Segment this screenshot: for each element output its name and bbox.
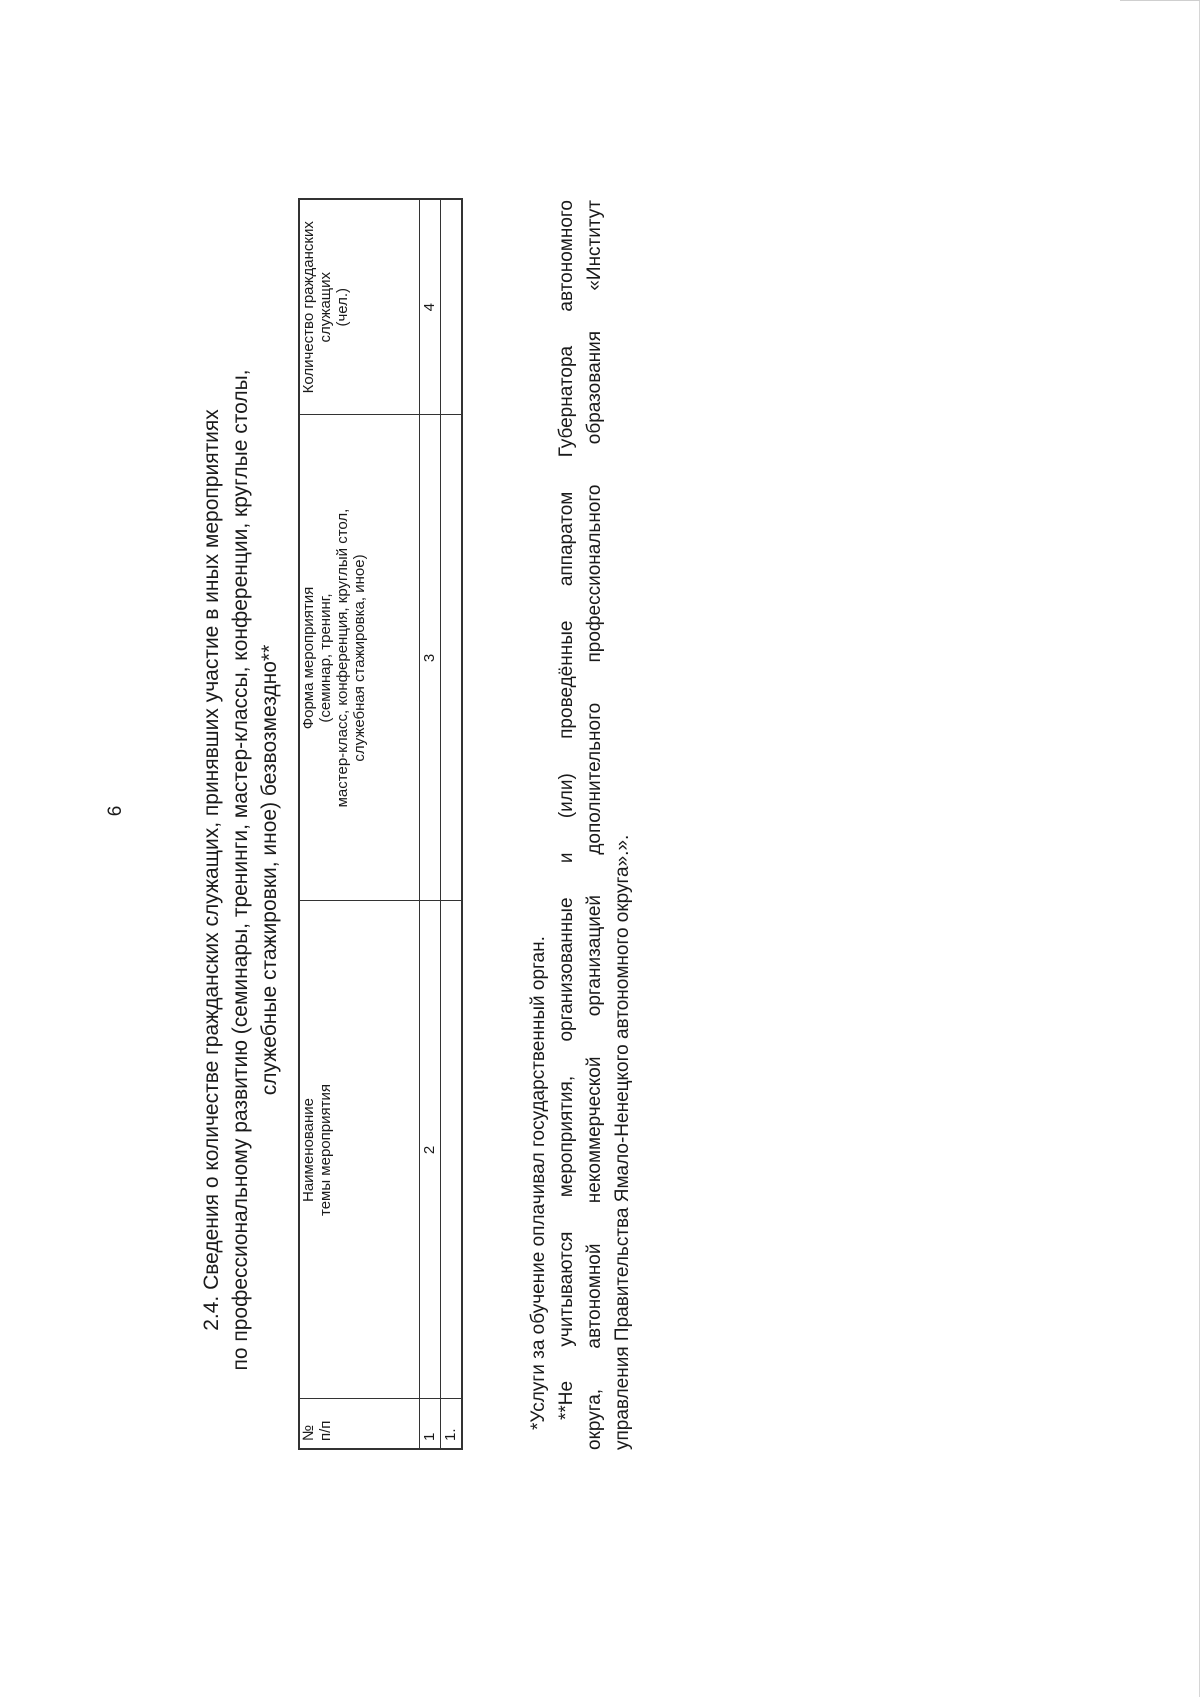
header-line: (семинар, тренинг,: [317, 593, 334, 723]
header-line: Количество гражданских: [300, 221, 317, 394]
table-header-row: [299, 199, 420, 1449]
table-cell: 2: [420, 901, 441, 1399]
scan-edge-top: [1120, 0, 1200, 1]
header-line: служащих: [317, 271, 334, 343]
header-line: п/п: [317, 1420, 334, 1441]
table-cell: [441, 901, 463, 1399]
heading-line-1: 2.4. Сведения о количестве гражданских служащих, принявших участие в иных мероприятиях: [200, 409, 223, 1331]
table-row: [441, 199, 463, 1449]
heading-line-2: по профессиональному развитию (семинары, тренинги, мастер-классы, конференции, круглые столы,: [229, 369, 252, 1371]
table-cell: 3: [420, 415, 441, 901]
header-line: служебная стажировка, иное): [351, 554, 368, 762]
events-table: [298, 198, 463, 1450]
footnote-2-line-1: **Не учитываются мероприятия, организованные и (или) проведённые аппаратом Губернатора автономного: [556, 200, 577, 1420]
rotated-page-content: [105, 180, 665, 1620]
header-cell-count: [299, 199, 420, 415]
header-line: (чел.): [334, 287, 351, 327]
table-cell: [441, 415, 463, 901]
header-cell-form: [299, 415, 420, 901]
footnote-1: *Услуги за обучение оплачивал государственный орган.: [528, 936, 549, 1430]
section-heading: [197, 330, 284, 1410]
header-line: Наименование: [300, 1098, 317, 1202]
header-line: Форма мероприятия: [300, 586, 317, 730]
header-cell-topic: [299, 901, 420, 1399]
table-cell: 4: [420, 199, 441, 415]
header-cell-number: [299, 1399, 420, 1449]
page-number: 6: [105, 805, 126, 817]
header-line: темы мероприятия: [317, 1084, 334, 1216]
header-line: мастер-класс, конференция, круглый стол,: [334, 508, 351, 808]
table-cell: [441, 199, 463, 415]
footnote-2-line-2: округа, автономной некоммерческой организацией дополнительного профессионального образования «Институт: [584, 200, 605, 1450]
footnotes: [525, 200, 637, 1450]
footnote-2-line-3: управления Правительства Ямало-Ненецкого автономного округа».».: [612, 834, 633, 1450]
table-cell: 1.: [441, 1399, 463, 1449]
table-cell: 1: [420, 1399, 441, 1449]
header-line: №: [300, 1424, 317, 1441]
heading-line-3: служебные стажировки, иное) безвозмездно**: [258, 644, 281, 1096]
table-numbering-row: [420, 199, 441, 1449]
